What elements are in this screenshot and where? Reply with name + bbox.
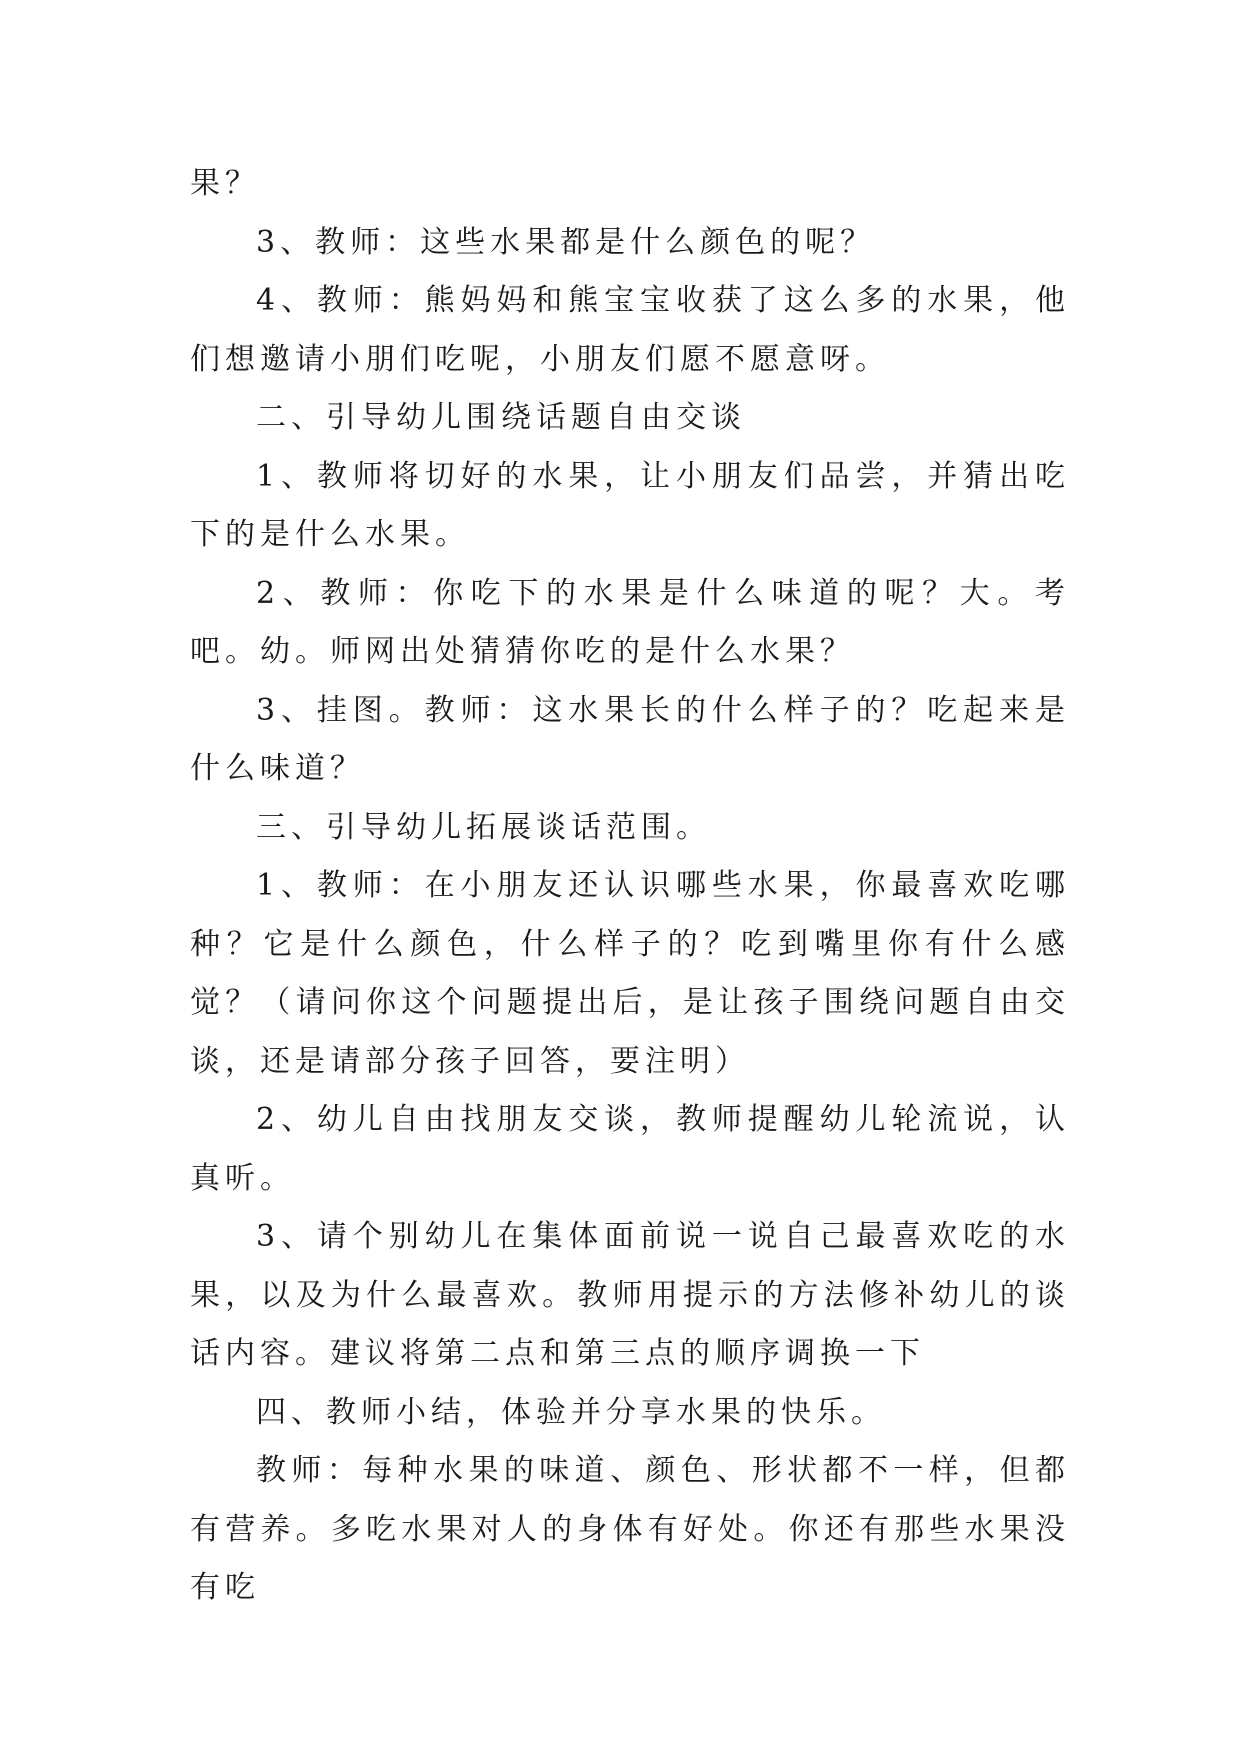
section-heading-3: 三、引导幼儿拓展谈话范围。 bbox=[256, 809, 711, 845]
paragraph-5: 1、教师将切好的水果，让小朋友们品尝，并猜出吃下的是什么水果。 bbox=[190, 458, 1070, 552]
paragraph-10: 2、幼儿自由找朋友交谈，教师提醒幼儿轮流说，认真听。 bbox=[190, 1102, 1070, 1196]
paragraph-9: 1、教师：在小朋友还认识哪些水果，你最喜欢吃哪种？它是什么颜色，什么样子的？吃到嘴里你有什么感觉？（请问你这个问题提出后，是让孩子围绕问题自由交谈，还是请部分孩子回答，要注明） bbox=[190, 868, 1070, 1079]
paragraph-3: 4、教师：熊妈妈和熊宝宝收获了这么多的水果，他们想邀请小朋们吃呢，小朋友们愿不愿意呀。 bbox=[190, 283, 1070, 377]
paragraph-2: 3、教师：这些水果都是什么颜色的呢？ bbox=[256, 224, 876, 260]
section-heading-4: 四、教师小结，体验并分享水果的快乐。 bbox=[256, 1394, 886, 1430]
paragraph-7: 3、挂图。教师：这水果长的什么样子的？吃起来是什么味道？ bbox=[190, 692, 1070, 786]
section-heading-2: 二、引导幼儿围绕话题自由交谈 bbox=[256, 400, 746, 435]
paragraph-11: 3、请个别幼儿在集体面前说一说自己最喜欢吃的水果，以及为什么最喜欢。教师用提示的方法修补幼儿的谈话内容。建议将第二点和第三点的顺序调换一下 bbox=[190, 1219, 1070, 1371]
paragraph-1: 果？ bbox=[190, 166, 260, 201]
paragraph-13: 教师：每种水果的味道、颜色、形状都不一样，但都有营养。多吃水果对人的身体有好处。你还有那些水果没有吃 bbox=[190, 1453, 1070, 1605]
document-body bbox=[190, 155, 1070, 1618]
paragraph-6: 2、教师：你吃下的水果是什么味道的呢？大。考吧。幼。师网出处猜猜你吃的是什么水果？ bbox=[190, 575, 1070, 669]
